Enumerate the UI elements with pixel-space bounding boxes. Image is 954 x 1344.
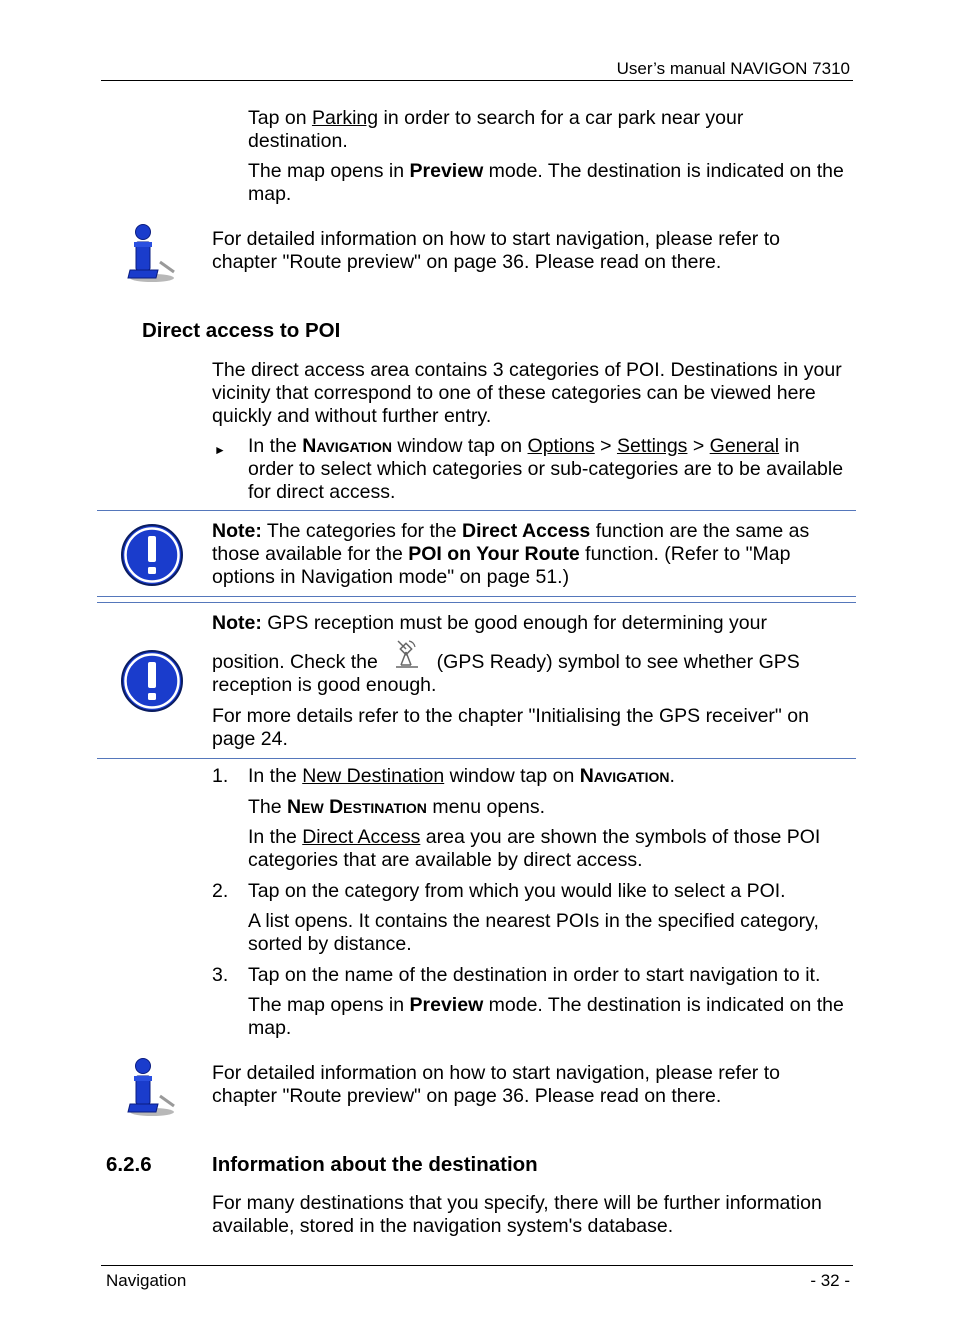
step-1-sub2: [248, 826, 848, 872]
section-description: The direct access area contains 3 categories of POI. Destinations in your vicinity that correspond to one of these categories can be viewed here quickly and without further entry.: [212, 359, 842, 427]
bullet-text-2: window tap on: [392, 435, 528, 457]
bullet-text: In the: [248, 435, 303, 457]
new-destination-link[interactable]: New Destination: [302, 765, 445, 787]
section-heading: Direct access to POI: [142, 319, 341, 342]
parking-link[interactable]: Parking: [311, 107, 379, 129]
step-text: The: [248, 796, 288, 818]
note-text: [212, 520, 842, 589]
step-text: window tap on: [444, 765, 580, 787]
note-text-part: The categories for the: [261, 520, 462, 542]
step-text: area you are shown the symbols of those POI categories that are available by direct access.: [248, 826, 821, 871]
direct-access-link[interactable]: Direct Access: [302, 826, 421, 848]
direct-access-bold: Direct Access: [462, 520, 591, 542]
note-text-part: GPS reception must be good enough for determining your: [261, 612, 767, 634]
step-2-sub: A list opens. It contains the nearest POIs in the specified category, sorted by distance.: [248, 910, 819, 955]
step-text: In the: [248, 826, 303, 848]
step-1-sub1: [248, 796, 848, 819]
step-number: 3.: [212, 964, 229, 986]
note-rule-bottom: [97, 758, 856, 759]
note-text-part: function are the same as those available for the: [212, 520, 810, 565]
bullet-marker: ►: [214, 443, 226, 457]
exclamation-icon: [120, 649, 184, 719]
bullet-paragraph: [248, 435, 848, 504]
info-note-text: For detailed information on how to start navigation, please refer to chapter "Route preview" on page 36. Please read on there.: [212, 1062, 780, 1107]
step-text: In the: [248, 765, 303, 787]
intro-map-paragraph: [248, 160, 848, 206]
section-number: 6.2.6: [106, 1153, 152, 1176]
gps-note-more: For more details refer to the chapter "Initialising the GPS receiver" on page 24.: [212, 705, 809, 750]
section-description: For many destinations that you specify, there will be further information available, stored in the navigation system's database.: [212, 1192, 822, 1237]
step-text: menu opens.: [426, 796, 546, 818]
intro-tap-text-2: in order to search for a car park near your destination.: [248, 107, 744, 152]
header-rule: [101, 80, 853, 81]
step-2-text: Tap on the category from which you would like to select a POI.: [248, 880, 786, 902]
note-text-part: (GPS Ready) symbol to see whether GPS reception is good enough.: [212, 651, 800, 696]
step-number: 1.: [212, 765, 229, 787]
intro-map-text-2: mode. The destination is indicated on the map.: [248, 160, 844, 205]
preview-bold: Preview: [409, 160, 484, 182]
exclamation-icon: [120, 523, 184, 593]
step-text: mode. The destination is indicated on the map.: [248, 994, 844, 1039]
intro-tap-text: Tap on: [248, 107, 312, 129]
header-title: User’s manual NAVIGON 7310: [616, 59, 850, 78]
note-rule-top: [97, 602, 856, 603]
note-rule-top: [97, 510, 856, 511]
info-person-icon: [122, 222, 178, 284]
note-label: Note:: [212, 612, 262, 634]
footer-left: Navigation: [106, 1271, 187, 1290]
new-destination-menu-name: New Destination: [287, 796, 427, 818]
intro-tap-paragraph: [248, 107, 848, 153]
options-link[interactable]: Options: [527, 435, 595, 457]
footer-rule: [101, 1265, 853, 1266]
step-text: .: [669, 765, 675, 787]
settings-link[interactable]: Settings: [616, 435, 688, 457]
general-link[interactable]: General: [709, 435, 780, 457]
poi-route-bold: POI on Your Route: [408, 543, 580, 565]
navigation-button-name: Navigation: [579, 765, 670, 787]
intro-map-text: The map opens in: [248, 160, 410, 182]
navigation-window-name: Navigation: [302, 435, 393, 457]
step-number: 2.: [212, 880, 229, 902]
info-note-text: For detailed information on how to start navigation, please refer to chapter "Route preview" on page 36. Please read on there.: [212, 228, 780, 273]
step-3-sub: [248, 994, 848, 1040]
section-heading: Information about the destination: [212, 1153, 538, 1176]
note-label: Note:: [212, 520, 262, 542]
step-1-text: [248, 765, 848, 788]
note-rule-bottom: [97, 596, 856, 597]
step-3-text: Tap on the name of the destination in order to start navigation to it.: [248, 964, 821, 986]
bullet-text-3: in order to select which categories or sub-categories are to be available for direct access.: [248, 435, 844, 503]
separator: >: [594, 435, 617, 457]
gps-note-line2: [212, 651, 842, 697]
step-text: The map opens in: [248, 994, 410, 1016]
note-text-part: function. (Refer to "Map options in Navigation mode" on page 51.): [212, 543, 791, 588]
note-text-part: position. Check the: [212, 651, 384, 673]
preview-bold: Preview: [409, 994, 484, 1016]
separator: >: [687, 435, 710, 457]
info-person-icon: [122, 1056, 178, 1118]
gps-note-line1: [212, 612, 842, 635]
page-number: - 32 -: [810, 1271, 850, 1290]
